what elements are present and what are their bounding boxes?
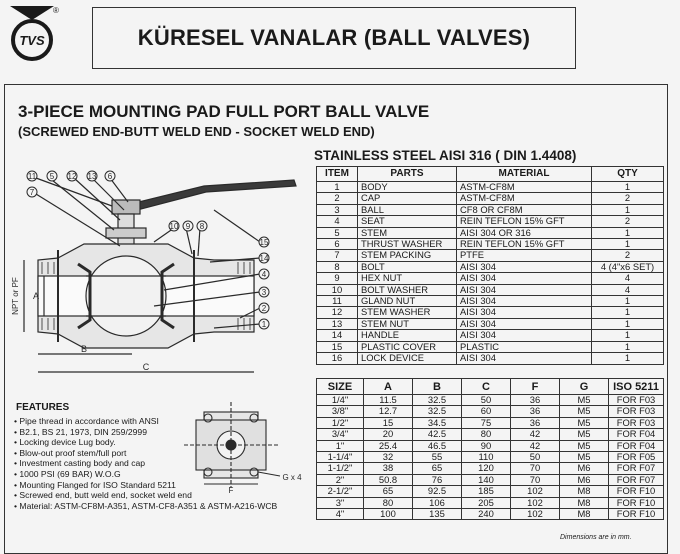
- list-item: • Blow-out proof stem/full port: [14, 448, 277, 459]
- cell-f: 36: [511, 395, 560, 406]
- cell-part: BOLT WASHER: [358, 284, 457, 295]
- cell-item: 8: [317, 261, 358, 272]
- dim-gx4-label: G x 4: [282, 473, 302, 482]
- table-row: [317, 497, 664, 508]
- cell-b: 92.5: [413, 486, 462, 497]
- page-title: KÜRESEL VANALAR (BALL VALVES): [137, 25, 531, 50]
- logo-text: TVS: [19, 33, 45, 48]
- cell-f: 36: [511, 406, 560, 417]
- cell-part: STEM: [358, 227, 457, 238]
- cell-qty: 2: [592, 193, 664, 204]
- cell-item: 10: [317, 284, 358, 295]
- cell-a: 12.7: [364, 406, 413, 417]
- svg-text:1: 1: [261, 320, 267, 329]
- callout-15: [259, 237, 269, 247]
- cell-c: 80: [462, 429, 511, 440]
- cell-b: 135: [413, 509, 462, 520]
- cell-size: 2-1/2": [317, 486, 364, 497]
- list-item: • 1000 PSI (69 BAR) W.O.G: [14, 469, 277, 480]
- cell-iso: FOR F04: [609, 429, 664, 440]
- cell-b: 65: [413, 463, 462, 474]
- cell-qty: 1: [592, 353, 664, 364]
- cell-material: PLASTIC: [457, 341, 592, 352]
- table-row: [317, 509, 664, 520]
- cell-iso: FOR F10: [609, 497, 664, 508]
- table-row: [317, 429, 664, 440]
- cell-b: 42.5: [413, 429, 462, 440]
- cell-c: 240: [462, 509, 511, 520]
- cell-qty: 1: [592, 318, 664, 329]
- cell-b: 46.5: [413, 440, 462, 451]
- cell-iso: FOR F04: [609, 440, 664, 451]
- svg-text:4: 4: [261, 270, 267, 279]
- cell-c: 140: [462, 474, 511, 485]
- table-row: [317, 330, 664, 341]
- cell-c: 120: [462, 463, 511, 474]
- cell-b: 76: [413, 474, 462, 485]
- callout-8: [197, 221, 207, 231]
- tvs-logo: [4, 4, 60, 62]
- svg-text:11: 11: [27, 172, 37, 181]
- cell-f: 42: [511, 429, 560, 440]
- callout-12: [67, 171, 77, 181]
- callout-7: [27, 187, 37, 197]
- cell-f: 50: [511, 452, 560, 463]
- cell-c: 60: [462, 406, 511, 417]
- cell-size: 2": [317, 474, 364, 485]
- cell-part: LOCK DEVICE: [358, 353, 457, 364]
- cell-f: 42: [511, 440, 560, 451]
- cell-material: AISI 304: [457, 318, 592, 329]
- cell-size: 1": [317, 440, 364, 451]
- svg-text:9: 9: [185, 222, 191, 231]
- cell-b: 32.5: [413, 395, 462, 406]
- cell-a: 38: [364, 463, 413, 474]
- cell-item: 16: [317, 353, 358, 364]
- cell-part: STEM PACKING: [358, 250, 457, 261]
- svg-text:3: 3: [261, 288, 267, 297]
- cell-g: M5: [560, 452, 609, 463]
- cell-g: M8: [560, 497, 609, 508]
- col-qty: QTY: [592, 167, 664, 182]
- table-row: [317, 250, 664, 261]
- cell-material: AISI 304: [457, 296, 592, 307]
- cell-material: AISI 304: [457, 307, 592, 318]
- parts-table: [316, 166, 664, 365]
- cell-size: 1-1/4": [317, 452, 364, 463]
- cell-c: 50: [462, 395, 511, 406]
- table-row: [317, 239, 664, 250]
- cell-qty: 4 (4"x6 SET): [592, 261, 664, 272]
- cell-part: GLAND NUT: [358, 296, 457, 307]
- cell-material: AISI 304: [457, 273, 592, 284]
- cell-material: REIN TEFLON 15% GFT: [457, 239, 592, 250]
- cell-g: M5: [560, 406, 609, 417]
- cell-item: 4: [317, 216, 358, 227]
- cell-item: 5: [317, 227, 358, 238]
- cell-item: 7: [317, 250, 358, 261]
- table-row: [317, 182, 664, 193]
- features-title: FEATURES: [16, 402, 70, 413]
- dim-f-label: F: [228, 486, 234, 495]
- cell-a: 15: [364, 417, 413, 428]
- cell-a: 11.5: [364, 395, 413, 406]
- dims-table-header: [317, 379, 664, 395]
- cell-qty: 1: [592, 341, 664, 352]
- cell-part: PLASTIC COVER: [358, 341, 457, 352]
- cell-qty: 1: [592, 330, 664, 341]
- cell-iso: FOR F07: [609, 463, 664, 474]
- table-row: [317, 307, 664, 318]
- table-row: [317, 296, 664, 307]
- list-item: • Locking device Lug body.: [14, 437, 277, 448]
- cell-part: BODY: [358, 182, 457, 193]
- table-row: [317, 204, 664, 215]
- svg-text:12: 12: [67, 172, 77, 181]
- table-row: [317, 440, 664, 451]
- table-row: [317, 216, 664, 227]
- cell-b: 106: [413, 497, 462, 508]
- cell-qty: 1: [592, 182, 664, 193]
- cell-size: 1-1/2": [317, 463, 364, 474]
- header-title-box: [92, 7, 576, 69]
- col-iso: ISO 5211: [609, 379, 664, 395]
- callout-9: [183, 221, 193, 231]
- valve-section-drawing: [11, 150, 310, 396]
- cell-a: 100: [364, 509, 413, 520]
- cell-part: HEX NUT: [358, 273, 457, 284]
- svg-text:10: 10: [169, 222, 179, 231]
- table-row: [317, 284, 664, 295]
- cell-c: 205: [462, 497, 511, 508]
- callout-14: [259, 253, 269, 263]
- callout-1: [259, 319, 269, 329]
- col-parts: PARTS: [358, 167, 457, 182]
- dimensions-note: Dimensions are in mm.: [560, 534, 632, 541]
- table-row: [317, 474, 664, 485]
- valve-top-view-drawing: [182, 398, 306, 494]
- callout-13: [87, 171, 97, 181]
- svg-text:7: 7: [29, 188, 35, 197]
- cell-iso: FOR F10: [609, 486, 664, 497]
- cell-part: THRUST WASHER: [358, 239, 457, 250]
- cell-a: 20: [364, 429, 413, 440]
- cell-size: 3/4": [317, 429, 364, 440]
- cell-g: M5: [560, 440, 609, 451]
- callout-2: [259, 303, 269, 313]
- parts-table-header: [317, 167, 664, 182]
- cell-b: 32.5: [413, 406, 462, 417]
- cell-material: PTFE: [457, 250, 592, 261]
- dimensions-table: [316, 378, 664, 520]
- cell-c: 110: [462, 452, 511, 463]
- cell-f: 36: [511, 417, 560, 428]
- npt-label: NPT or PF: [11, 277, 20, 315]
- cell-part: BOLT: [358, 261, 457, 272]
- list-item: • Pipe thread in accordance with ANSI: [14, 416, 277, 427]
- cell-material: ASTM-CF8M: [457, 182, 592, 193]
- cell-part: STEM NUT: [358, 318, 457, 329]
- cell-iso: FOR F10: [609, 509, 664, 520]
- callout-5: [47, 171, 57, 181]
- table-row: [317, 273, 664, 284]
- list-item: • Material: ASTM-CF8M-A351, ASTM-CF8-A351 & ASTM-A216-WCB: [14, 501, 277, 512]
- table-row: [317, 417, 664, 428]
- cell-item: 6: [317, 239, 358, 250]
- registered-mark: ®: [53, 6, 59, 15]
- cell-qty: 1: [592, 239, 664, 250]
- callout-11: [27, 171, 37, 181]
- svg-text:6: 6: [107, 172, 113, 181]
- cell-a: 50.8: [364, 474, 413, 485]
- material-title: STAINLESS STEEL AISI 316 ( DIN 1.4408): [314, 148, 577, 163]
- cell-item: 14: [317, 330, 358, 341]
- table-row: [317, 486, 664, 497]
- cell-iso: FOR F05: [609, 452, 664, 463]
- svg-text:13: 13: [87, 172, 97, 181]
- cell-material: AISI 304: [457, 261, 592, 272]
- cell-part: HANDLE: [358, 330, 457, 341]
- cell-qty: 2: [592, 250, 664, 261]
- col-g: G: [560, 379, 609, 395]
- cell-size: 3/8": [317, 406, 364, 417]
- svg-text:5: 5: [49, 172, 55, 181]
- table-row: [317, 406, 664, 417]
- cell-b: 55: [413, 452, 462, 463]
- cell-part: SEAT: [358, 216, 457, 227]
- cell-a: 65: [364, 486, 413, 497]
- col-f: F: [511, 379, 560, 395]
- cell-material: CF8 OR CF8M: [457, 204, 592, 215]
- col-b: B: [413, 379, 462, 395]
- cell-c: 75: [462, 417, 511, 428]
- dim-c-label: C: [142, 362, 150, 372]
- cell-iso: FOR F03: [609, 395, 664, 406]
- cell-item: 9: [317, 273, 358, 284]
- cell-material: AISI 304: [457, 330, 592, 341]
- table-row: [317, 227, 664, 238]
- cell-item: 11: [317, 296, 358, 307]
- cell-qty: 4: [592, 284, 664, 295]
- table-row: [317, 193, 664, 204]
- col-material: MATERIAL: [457, 167, 592, 182]
- cell-g: M8: [560, 509, 609, 520]
- cell-f: 70: [511, 474, 560, 485]
- cell-item: 3: [317, 204, 358, 215]
- cell-g: M6: [560, 474, 609, 485]
- cell-iso: FOR F03: [609, 406, 664, 417]
- cell-g: M5: [560, 429, 609, 440]
- product-subtitle: (SCREWED END-BUTT WELD END - SOCKET WELD END): [18, 124, 375, 139]
- cell-f: 102: [511, 509, 560, 520]
- table-row: [317, 261, 664, 272]
- table-row: [317, 395, 664, 406]
- cell-part: CAP: [358, 193, 457, 204]
- cell-c: 185: [462, 486, 511, 497]
- cell-qty: 1: [592, 307, 664, 318]
- col-c: C: [462, 379, 511, 395]
- cell-item: 12: [317, 307, 358, 318]
- cell-g: M6: [560, 463, 609, 474]
- list-item: • Mounting Flanged for ISO Standard 5211: [14, 480, 277, 491]
- col-a: A: [364, 379, 413, 395]
- cell-material: REIN TEFLON 15% GFT: [457, 216, 592, 227]
- cell-b: 34.5: [413, 417, 462, 428]
- cell-size: 1/2": [317, 417, 364, 428]
- callout-6: [105, 171, 115, 181]
- list-item: • Investment casting body and cap: [14, 458, 277, 469]
- table-row: [317, 318, 664, 329]
- cell-item: 15: [317, 341, 358, 352]
- cell-material: AISI 304: [457, 353, 592, 364]
- svg-text:8: 8: [199, 222, 205, 231]
- cell-item: 13: [317, 318, 358, 329]
- cell-size: 4": [317, 509, 364, 520]
- cell-f: 70: [511, 463, 560, 474]
- cell-g: M5: [560, 395, 609, 406]
- callout-4: [259, 269, 269, 279]
- cell-qty: 2: [592, 216, 664, 227]
- cell-c: 90: [462, 440, 511, 451]
- callout-10: [169, 221, 179, 231]
- cell-part: STEM WASHER: [358, 307, 457, 318]
- table-row: [317, 463, 664, 474]
- cell-material: AISI 304 OR 316: [457, 227, 592, 238]
- cell-qty: 1: [592, 296, 664, 307]
- cell-iso: FOR F07: [609, 474, 664, 485]
- table-row: [317, 341, 664, 352]
- cell-a: 25.4: [364, 440, 413, 451]
- cell-item: 1: [317, 182, 358, 193]
- col-size: SIZE: [317, 379, 364, 395]
- cell-g: M8: [560, 486, 609, 497]
- dim-b-label: B: [80, 344, 88, 354]
- cell-a: 80: [364, 497, 413, 508]
- table-row: [317, 353, 664, 364]
- cell-part: BALL: [358, 204, 457, 215]
- cell-item: 2: [317, 193, 358, 204]
- cell-material: AISI 304: [457, 284, 592, 295]
- cell-material: ASTM-CF8M: [457, 193, 592, 204]
- table-row: [317, 452, 664, 463]
- dim-a-label: A: [32, 291, 40, 301]
- cell-qty: 1: [592, 227, 664, 238]
- cell-qty: 4: [592, 273, 664, 284]
- list-item: • B2.1, BS 21, 1973, DIN 259/2999: [14, 427, 277, 438]
- cell-iso: FOR F03: [609, 417, 664, 428]
- cell-size: 1/4": [317, 395, 364, 406]
- list-item: • Screwed end, butt weld end, socket weld end: [14, 490, 277, 501]
- cell-f: 102: [511, 497, 560, 508]
- cell-qty: 1: [592, 204, 664, 215]
- cell-size: 3": [317, 497, 364, 508]
- cell-g: M5: [560, 417, 609, 428]
- svg-text:14: 14: [259, 254, 269, 263]
- cell-f: 102: [511, 486, 560, 497]
- svg-text:2: 2: [261, 304, 267, 313]
- col-item: ITEM: [317, 167, 358, 182]
- product-title: 3-PIECE MOUNTING PAD FULL PORT BALL VALVE: [18, 102, 430, 121]
- callout-3: [259, 287, 269, 297]
- svg-text:15: 15: [259, 238, 269, 247]
- cell-a: 32: [364, 452, 413, 463]
